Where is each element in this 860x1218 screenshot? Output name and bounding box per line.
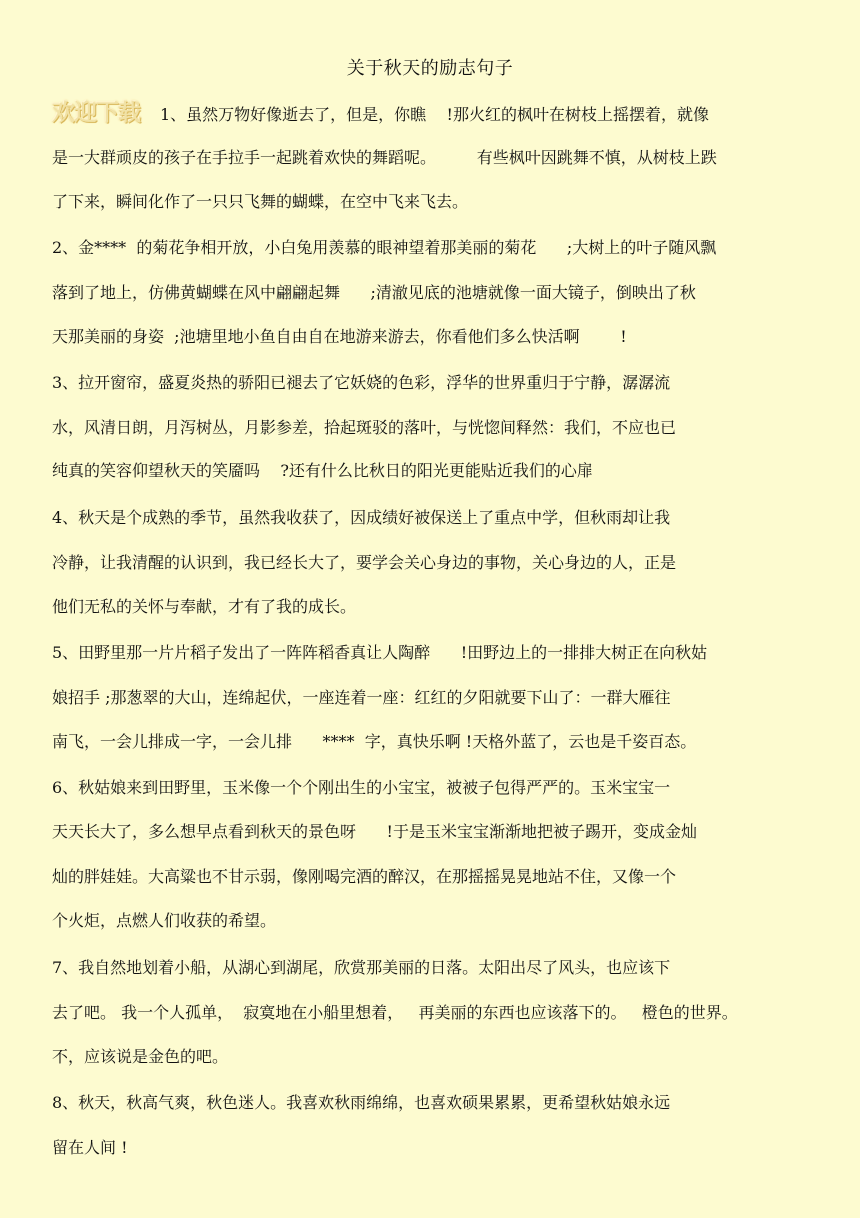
paragraph-2-line-1: 2、金**** 的菊花争相开放，小白兔用羡慕的眼神望着那美丽的菊花 ;大树上的叶子随风飘: [52, 238, 717, 257]
paragraph-8-line-2: 留在人间 !: [52, 1138, 128, 1157]
paragraph-7-line-3: 不，应该说是金色的吧。: [52, 1047, 229, 1066]
paragraph-5-line-3: 南飞，一会儿排成一字，一会儿排 **** 字，真快乐啊 !天格外蓝了，云也是千姿百态。: [52, 732, 697, 751]
paragraph-3-line-2: 水，风清日朗，月泻树丛，月影参差，拾起斑驳的落叶，与恍惚间释然：我们，不应也已: [52, 418, 677, 437]
paragraph-6-line-2: 天天长大了，多么想早点看到秋天的景色呀 !于是玉米宝宝渐渐地把被子踢开，变成金灿: [52, 822, 697, 841]
paragraph-6-line-3: 灿的胖娃娃。大高粱也不甘示弱，像刚喝完酒的醉汉，在那摇摇晃晃地站不住，又像一个: [52, 867, 677, 886]
paragraph-5-line-1: 5、田野里那一片片稻子发出了一阵阵稻香真让人陶醉 !田野边上的一排排大树正在向秋姑: [52, 643, 708, 662]
paragraph-1-line-1: 1、虽然万物好像逝去了，但是，你瞧 !那火红的枫叶在树枝上摇摆着，就像: [160, 105, 709, 124]
paragraph-4-line-3: 他们无私的关怀与奉献，才有了我的成长。: [52, 597, 357, 616]
paragraph-3-line-3: 纯真的笑容仰望秋天的笑靥吗 ?还有什么比秋日的阳光更能贴近我们的心扉: [52, 461, 593, 480]
paragraph-1-line-3: 了下来，瞬间化作了一只只飞舞的蝴蝶，在空中飞来飞去。: [52, 192, 469, 211]
paragraph-6-line-4: 个火炬，点燃人们收获的希望。: [52, 911, 277, 930]
paragraph-4-line-2: 冷静，让我清醒的认识到，我已经长大了，要学会关心身边的事物，关心身边的人，正是: [52, 553, 677, 572]
paragraph-7-line-1: 7、我自然地划着小船，从湖心到湖尾，欣赏那美丽的日落。太阳出尽了风头，也应该下: [52, 958, 671, 977]
download-watermark: 欢迎下载: [52, 100, 140, 126]
paragraph-1-line-2: 是一大群顽皮的孩子在手拉手一起跳着欢快的舞蹈呢。 有些枫叶因跳舞不慎，从树枝上跌: [52, 148, 717, 167]
paragraph-2-line-2: 落到了地上，仿佛黄蝴蝶在风中翩翩起舞 ;清澈见底的池塘就像一面大镜子，倒映出了秋: [52, 283, 696, 302]
paragraph-6-line-1: 6、秋姑娘来到田野里，玉米像一个个刚出生的小宝宝，被被子包得严严的。玉米宝宝一: [52, 778, 671, 797]
paragraph-4-line-1: 4、秋天是个成熟的季节，虽然我收获了，因成绩好被保送上了重点中学，但秋雨却让我: [52, 508, 671, 527]
paragraph-2-line-3: 天那美丽的身姿 ;池塘里地小鱼自由自在地游来游去，你看他们多么快活啊 !: [52, 327, 627, 346]
paragraph-5-line-2: 娘招手 ;那葱翠的大山，连绵起伏，一座连着一座：红红的夕阳就要下山了：一群大雁往: [52, 688, 671, 707]
paragraph-7-line-2: 去了吧。 我一个人孤单， 寂寞地在小船里想着， 再美丽的东西也应该落下的。 橙色的世界。: [52, 1003, 738, 1022]
paragraph-8-line-1: 8、秋天，秋高气爽，秋色迷人。我喜欢秋雨绵绵，也喜欢硕果累累，更希望秋姑娘永远: [52, 1093, 671, 1112]
paragraph-3-line-1: 3、拉开窗帘，盛夏炎热的骄阳已褪去了它妖娆的色彩，浮华的世界重归于宁静，潺潺流: [52, 373, 671, 392]
document-title: 关于秋天的励志句子: [346, 58, 514, 79]
